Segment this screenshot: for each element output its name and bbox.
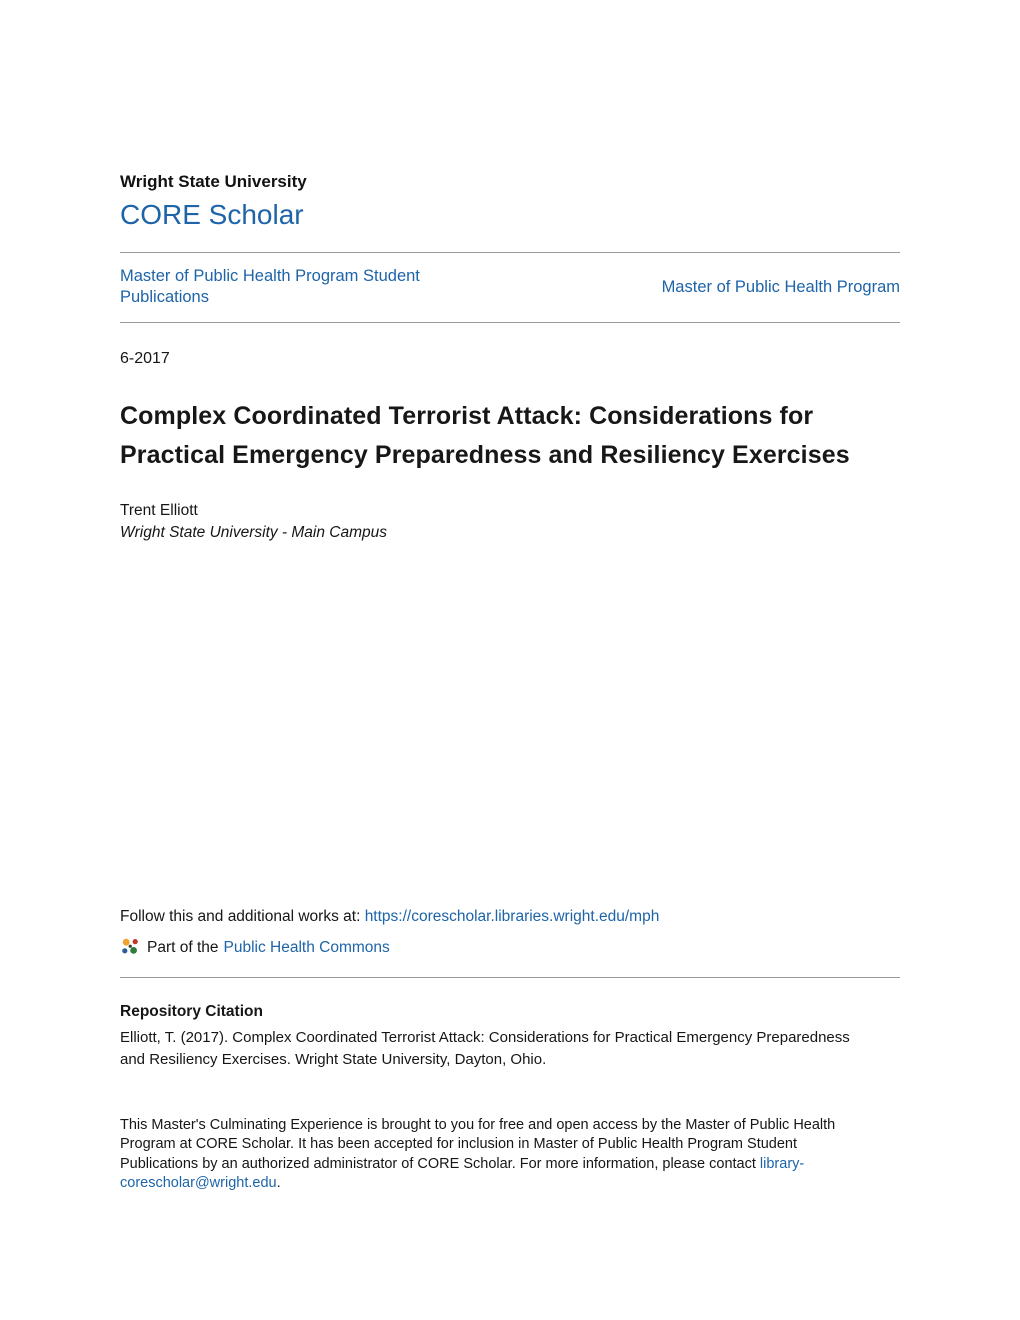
follow-works-link[interactable]: https://corescholar.libraries.wright.edu/mph	[364, 908, 660, 926]
article-title-line1: Complex Coordinated Terrorist Attack: Considerations for	[120, 401, 814, 430]
commons-link[interactable]: Public Health Commons	[223, 938, 390, 956]
article-title-line2: Practical Emergency Preparedness and Resiliency Exercises	[120, 440, 850, 469]
author-name: Trent Elliott	[120, 502, 198, 520]
collection-program-link[interactable]: Master of Public Health Program	[661, 277, 900, 296]
follow-works-line	[120, 908, 900, 926]
collection-series-link[interactable]	[120, 266, 420, 309]
part-of-label: Part of the	[147, 938, 219, 956]
footer-note-suffix: .	[276, 1174, 281, 1191]
follow-works-label: Follow this and additional works at:	[120, 908, 361, 926]
collection-series-line1: Master of Public Health Program Student	[120, 267, 420, 285]
repository-citation-heading: Repository Citation	[120, 1003, 263, 1021]
footer-note-text: This Master's Culminating Experience is brought to you for free and open access by the Master of Public Health Program at CORE Scholar. It has been accepted for inclusion in Master of Public Health Program Student Publications by an authorized administrator of CORE Scholar. For more information, please contact	[120, 1116, 836, 1172]
collection-series-line2: Publications	[120, 288, 209, 307]
vertical-spacer	[120, 542, 900, 908]
publication-date: 6-2017	[120, 349, 170, 367]
author-affiliation: Wright State University - Main Campus	[120, 524, 388, 542]
contact-email-link[interactable]: library-corescholar@wright.edu	[120, 1155, 805, 1191]
collection-row	[120, 253, 900, 322]
footer-note	[120, 1116, 865, 1193]
repository-citation-text: Elliott, T. (2017). Complex Coordinated Terrorist Attack: Considerations for Practical Emergency Preparedness and Resiliency Exercises. Wright State University, Dayton, Ohio.	[120, 1029, 850, 1068]
divider-header-bottom	[120, 322, 900, 323]
commons-network-icon	[120, 937, 141, 958]
part-of-line	[120, 937, 900, 958]
article-title	[120, 397, 900, 475]
repository-name[interactable]: CORE Scholar	[120, 199, 304, 230]
divider-citation	[120, 977, 900, 978]
institution-name: Wright State University	[120, 172, 307, 191]
